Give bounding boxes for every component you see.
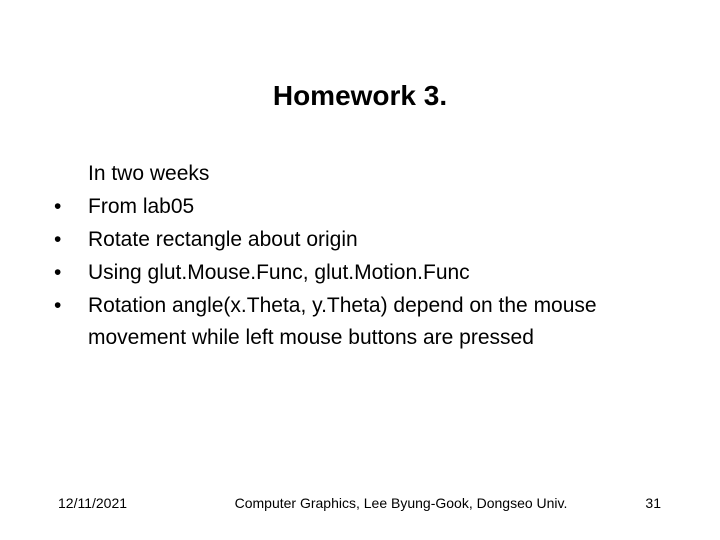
list-item-text: Rotate rectangle about origin <box>88 228 358 251</box>
footer-caption: Computer Graphics, Lee Byung-Gook, Dongseo Univ. <box>234 495 568 511</box>
list-item-text: In two weeks <box>88 162 210 185</box>
list-item-text: From lab05 <box>88 195 195 218</box>
bullet-mark: • <box>54 228 62 251</box>
list-item-text: Rotation angle(x.Theta, y.Theta) depend on the mouse movement while left mouse buttons are pressed <box>88 294 597 349</box>
bullet-mark: • <box>54 294 62 317</box>
list-item <box>48 257 688 289</box>
bullet-list <box>48 158 688 355</box>
bullet-mark: • <box>54 195 62 218</box>
page-number: 31 <box>645 495 661 511</box>
slide-title: Homework 3. <box>272 80 448 111</box>
list-item <box>48 224 688 256</box>
footer-date: 12/11/2021 <box>58 495 128 511</box>
list-item <box>48 290 688 354</box>
bullet-mark: • <box>54 261 62 284</box>
list-item-text: Using glut.Mouse.Func, glut.Motion.Func <box>88 261 470 284</box>
list-item <box>48 158 688 190</box>
list-item <box>48 191 688 223</box>
